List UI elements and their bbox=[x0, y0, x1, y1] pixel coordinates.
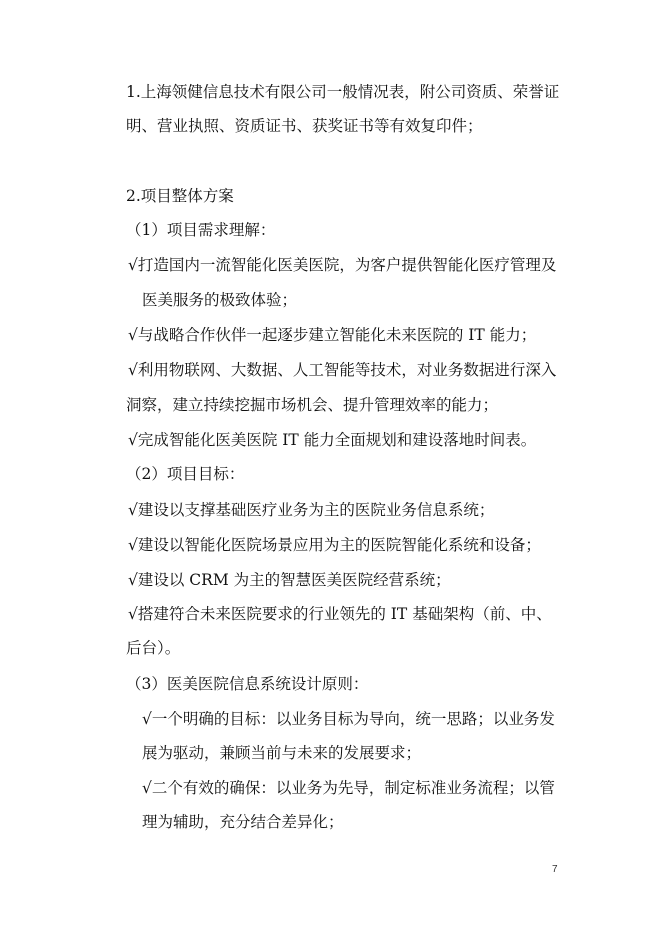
bullet-line: √打造国内一流智能化医美医院，为客户提供智能化医疗管理及 bbox=[128, 256, 557, 274]
bullet-line: √完成智能化医美医院 IT 能力全面规划和建设落地时间表。 bbox=[128, 431, 537, 449]
bullet-line: √建设以智能化医院场景应用为主的医院智能化系统和设备； bbox=[128, 536, 541, 554]
bullet-line: √建设以支撑基础医疗业务为主的医院业务信息系统； bbox=[128, 501, 495, 519]
paragraph-line: 明、营业执照、资质证书、获奖证书等有效复印件； bbox=[126, 117, 483, 135]
bullet-line: √二个有效的确保：以业务为先导，制定标准业务流程；以管 bbox=[142, 779, 555, 797]
bullet-continuation: 医美服务的极致体验； bbox=[142, 291, 298, 309]
bullet-continuation: 展为驱动，兼顾当前与未来的发展要求； bbox=[142, 744, 422, 762]
bullet-continuation: 洞察，建立持续挖掘市场机会、提升管理效率的能力； bbox=[126, 396, 499, 414]
bullet-continuation: 理为辅助，充分结合差异化； bbox=[142, 813, 344, 831]
section-heading: 2.项目整体方案 bbox=[126, 187, 234, 205]
bullet-line: √一个明确的目标：以业务目标为导向，统一思路；以业务发 bbox=[142, 710, 555, 728]
bullet-line: √利用物联网、大数据、人工智能等技术，对业务数据进行深入 bbox=[128, 361, 557, 379]
page-number: 7 bbox=[552, 864, 558, 875]
bullet-line: √搭建符合未来医院要求的行业领先的 IT 基础架构（前、中、 bbox=[128, 605, 552, 623]
bullet-continuation: 后台）。 bbox=[126, 639, 181, 657]
subsection-heading: （1）项目需求理解： bbox=[126, 221, 276, 239]
subsection-heading: （2）项目目标： bbox=[126, 465, 245, 483]
bullet-line: √建设以 CRM 为主的智慧医美医院经营系统； bbox=[128, 571, 451, 589]
bullet-line: √与战略合作伙伴一起逐步建立智能化未来医院的 IT 能力； bbox=[128, 326, 537, 344]
paragraph-line: 1.上海领健信息技术有限公司一般情况表，附公司资质、荣誉证 bbox=[126, 83, 560, 101]
subsection-heading: （3）医美医院信息系统设计原则： bbox=[126, 675, 369, 693]
